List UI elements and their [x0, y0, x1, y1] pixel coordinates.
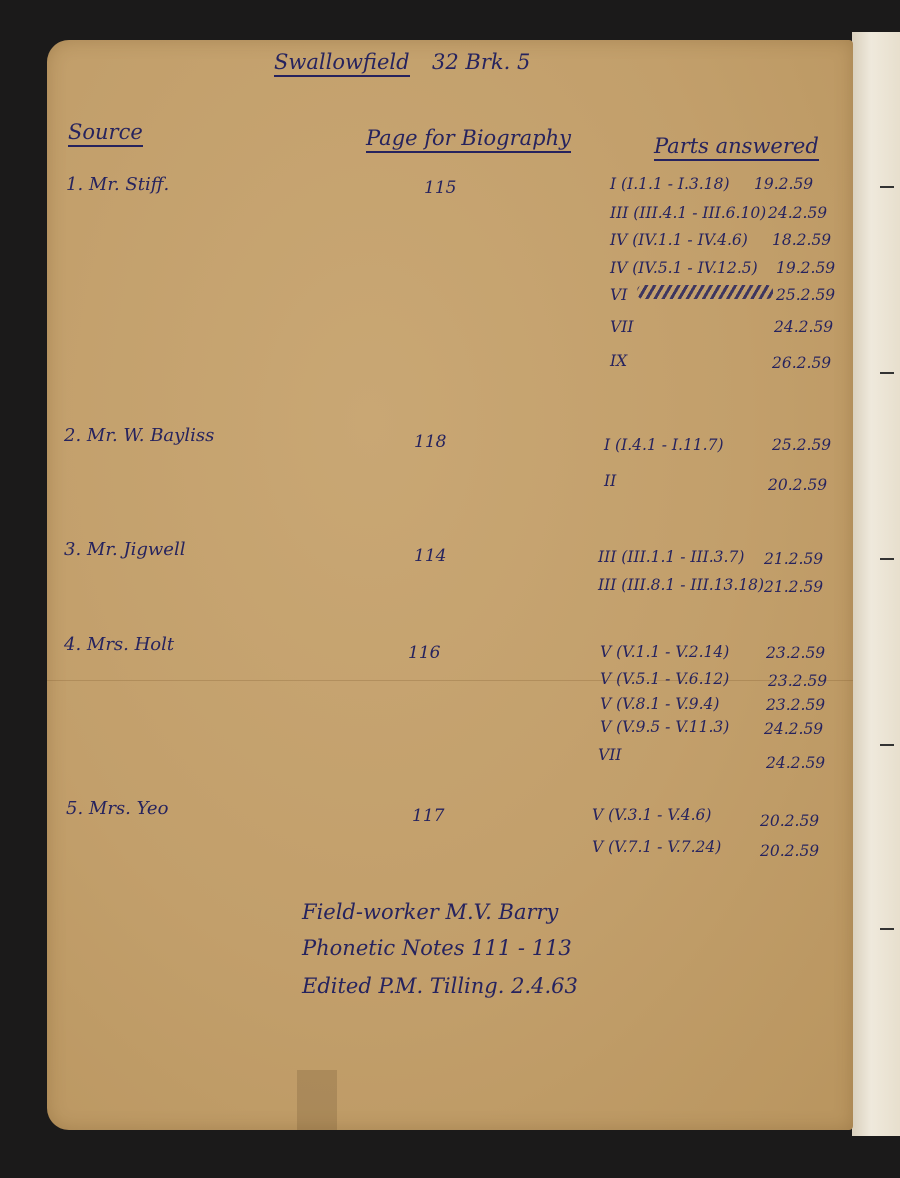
part-date: 25.2.59 [772, 436, 832, 454]
source-name: 3. Mr. Jigwell [64, 539, 186, 560]
part-date: 24.2.59 [764, 720, 824, 738]
part-range: VII [598, 746, 622, 764]
part-date: 23.2.59 [766, 644, 826, 662]
part-range: III (III.4.1 - III.6.10) [610, 204, 767, 222]
part-date: 19.2.59 [754, 175, 814, 193]
part-range: IX [610, 352, 628, 370]
edge-tick [880, 558, 894, 560]
part-date: 25.2.59 [776, 286, 836, 304]
part-date: 23.2.59 [766, 696, 826, 714]
paper-crease [47, 680, 853, 681]
part-range: V (V.1.1 - V.2.14) [600, 643, 730, 661]
source-name: 5. Mrs. Yeo [66, 798, 169, 819]
edge-tick [880, 372, 894, 374]
part-date: 24.2.59 [768, 204, 828, 222]
edge-tick [880, 186, 894, 188]
biography-page: 116 [408, 643, 441, 663]
part-range: V (V.5.1 - V.6.12) [600, 670, 730, 688]
part-range: VI [610, 286, 628, 304]
part-date: 19.2.59 [776, 259, 836, 277]
part-range: III (III.1.1 - III.3.7) [598, 548, 745, 566]
part-date: 20.2.59 [768, 476, 828, 494]
part-range: V (V.3.1 - V.4.6) [592, 806, 712, 824]
part-date: 23.2.59 [768, 672, 828, 690]
column-heading-parts: Parts answered [654, 136, 819, 161]
part-range: I (I.1.1 - I.3.18) [610, 175, 730, 193]
edge-tick [880, 744, 894, 746]
column-heading-page: Page for Biography [366, 128, 571, 153]
part-range: IV (IV.5.1 - IV.12.5) [610, 259, 758, 277]
edge-tick [880, 928, 894, 930]
crossed-out-text [637, 285, 773, 299]
source-name: 1. Mr. Stiff. [66, 174, 170, 195]
part-range: III (III.8.1 - III.13.18) [598, 576, 765, 594]
part-date: 20.2.59 [760, 842, 820, 860]
biography-page: 118 [414, 432, 447, 452]
part-range: VII [610, 318, 634, 336]
part-range: V (V.8.1 - V.9.4) [600, 695, 720, 713]
part-date: 24.2.59 [766, 754, 826, 772]
page-edge-strip [852, 32, 900, 1136]
biography-page: 114 [414, 546, 447, 566]
part-date: 21.2.59 [764, 578, 824, 596]
part-range: I (I.4.1 - I.11.7) [604, 436, 724, 454]
part-date: 21.2.59 [764, 550, 824, 568]
fieldworker-note: Field-worker M.V. Barry [302, 900, 559, 924]
biography-page: 115 [424, 178, 457, 198]
header-locality-ref: 32 Brk. 5 [432, 50, 531, 74]
part-date: 26.2.59 [772, 354, 832, 372]
part-date: 20.2.59 [760, 812, 820, 830]
edited-note: Edited P.M. Tilling. 2.4.63 [302, 974, 578, 998]
source-name: 2. Mr. W. Bayliss [64, 425, 215, 446]
part-range: V (V.7.1 - V.7.24) [592, 838, 722, 856]
phonetic-notes: Phonetic Notes 111 - 113 [302, 936, 572, 960]
part-range: IV (IV.1.1 - IV.4.6) [610, 231, 748, 249]
biography-page: 117 [412, 806, 445, 826]
paper-crease [297, 1070, 337, 1130]
part-date: 24.2.59 [774, 318, 834, 336]
part-date: 18.2.59 [772, 231, 832, 249]
part-range: II [604, 472, 617, 490]
source-name: 4. Mrs. Holt [64, 634, 175, 655]
column-heading-source: Source [68, 122, 143, 147]
header-place: Swallowfield [274, 52, 410, 77]
part-range: V (V.9.5 - V.11.3) [600, 718, 730, 736]
